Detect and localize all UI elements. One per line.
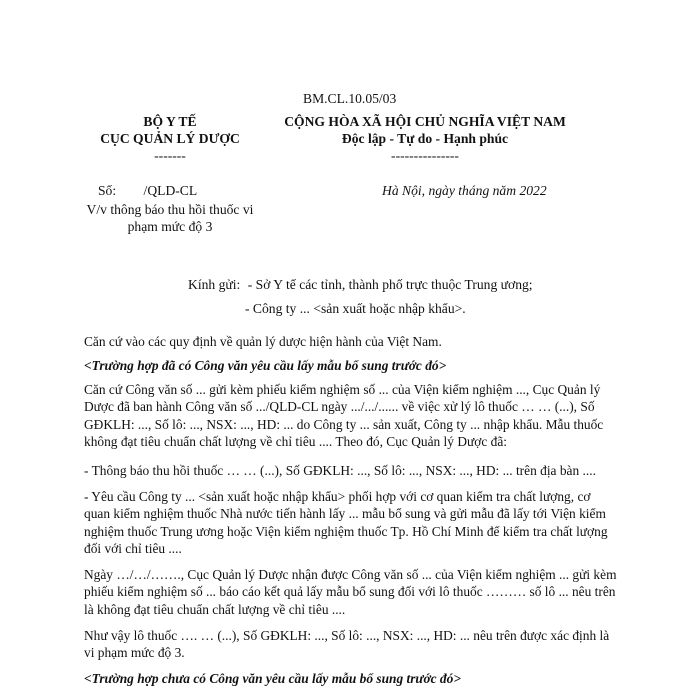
paragraph-2: - Thông báo thu hồi thuốc … … (...), Số GĐKLH: ..., Số lô: ..., NSX: ..., HD: ... trên địa bàn ....	[84, 463, 596, 478]
paragraph-5: Như vậy lô thuốc …. … (...), Số GĐKLH: ..., Số lô: ..., NSX: ..., HD: ... nêu trên được xác định là vi phạm mức độ 3.	[84, 628, 610, 661]
ministry-name: BỘ Y TẾ	[143, 114, 197, 129]
case-1-heading: <Trường hợp đã có Công văn yêu cầu lấy mẫu bổ sung trước đó>	[84, 358, 447, 373]
subject-line-1: V/v thông báo thu hồi thuốc vi	[86, 202, 254, 217]
department-name: CỤC QUẢN LÝ DƯỢC	[100, 131, 240, 146]
paragraph-1: Căn cứ Công văn số ... gửi kèm phiếu kiểm nghiệm số ... của Viện kiểm nghiệm ..., Cục Quản lý Dược đã ban hành Công văn số .../QLD-CL ngày .../.../...... về việc xử lý lô thuốc … … (...), Số GĐKLH: ..., Số lô: ..., NSX: ..., HD: ... do Công ty ... sản xuất, Công ty ... nhập khẩu. Mẫu thuốc không đạt tiêu chuẩn chất lượng về chỉ tiêu .... Theo đó, Cục Quản lý Dược đã:	[84, 382, 604, 449]
paragraph-3: - Yêu cầu Công ty ... <sản xuất hoặc nhập khẩu> phối hợp với cơ quan kiểm tra chất lượng, cơ quan kiểm nghiệm thuốc Nhà nước tiến hành lấy ... mẫu bổ sung và gửi mẫu đã lấy tới Viện kiểm nghiệm thuốc Trung ương hoặc Viện kiểm nghiệm thuốc Tp. Hồ Chí Minh để kiểm tra chất lượng đối với chỉ tiêu ....	[84, 489, 608, 556]
country-name: CỘNG HÒA XÃ HỘI CHỦ NGHĨA VIỆT NAM	[284, 114, 566, 129]
number-suffix: /QLD-CL	[143, 183, 198, 198]
national-motto: Độc lập - Tự do - Hạnh phúc	[341, 131, 509, 146]
recipients-label: Kính gửi:	[188, 277, 241, 292]
subject	[70, 201, 270, 235]
document-number	[98, 182, 197, 199]
recipients	[188, 276, 533, 293]
subject-line-2: phạm mức độ 3	[127, 219, 213, 234]
right-header	[270, 113, 580, 164]
left-header-rule: -------	[154, 148, 186, 163]
recipient-1: - Sở Y tế các tỉnh, thành phố trực thuộc Trung ương;	[247, 277, 533, 292]
paragraph-4: Ngày …/…/……., Cục Quản lý Dược nhận được Công văn số ... của Viện kiểm nghiệm ... gửi kèm phiếu kiểm nghiệm số ... báo cáo kết quả lấy mẫu bổ sung đối với lô thuốc ……… số lô ... nêu trên là không đạt tiêu chuẩn chất lượng về chỉ tiêu ....	[84, 567, 617, 617]
case-2-heading: <Trường hợp chưa có Công văn yêu cầu lấy mẫu bổ sung trước đó>	[84, 671, 461, 686]
right-header-rule: ---------------	[391, 148, 459, 163]
form-code: BM.CL.10.05/03	[303, 91, 397, 106]
number-label: Số:	[98, 183, 117, 198]
place-date: Hà Nội, ngày tháng năm 2022	[382, 183, 547, 198]
basis-paragraph: Căn cứ vào các quy định về quản lý dược hiện hành của Việt Nam.	[84, 334, 442, 349]
left-header	[70, 113, 270, 164]
recipient-2: - Công ty ... <sản xuất hoặc nhập khẩu>.	[245, 301, 466, 316]
